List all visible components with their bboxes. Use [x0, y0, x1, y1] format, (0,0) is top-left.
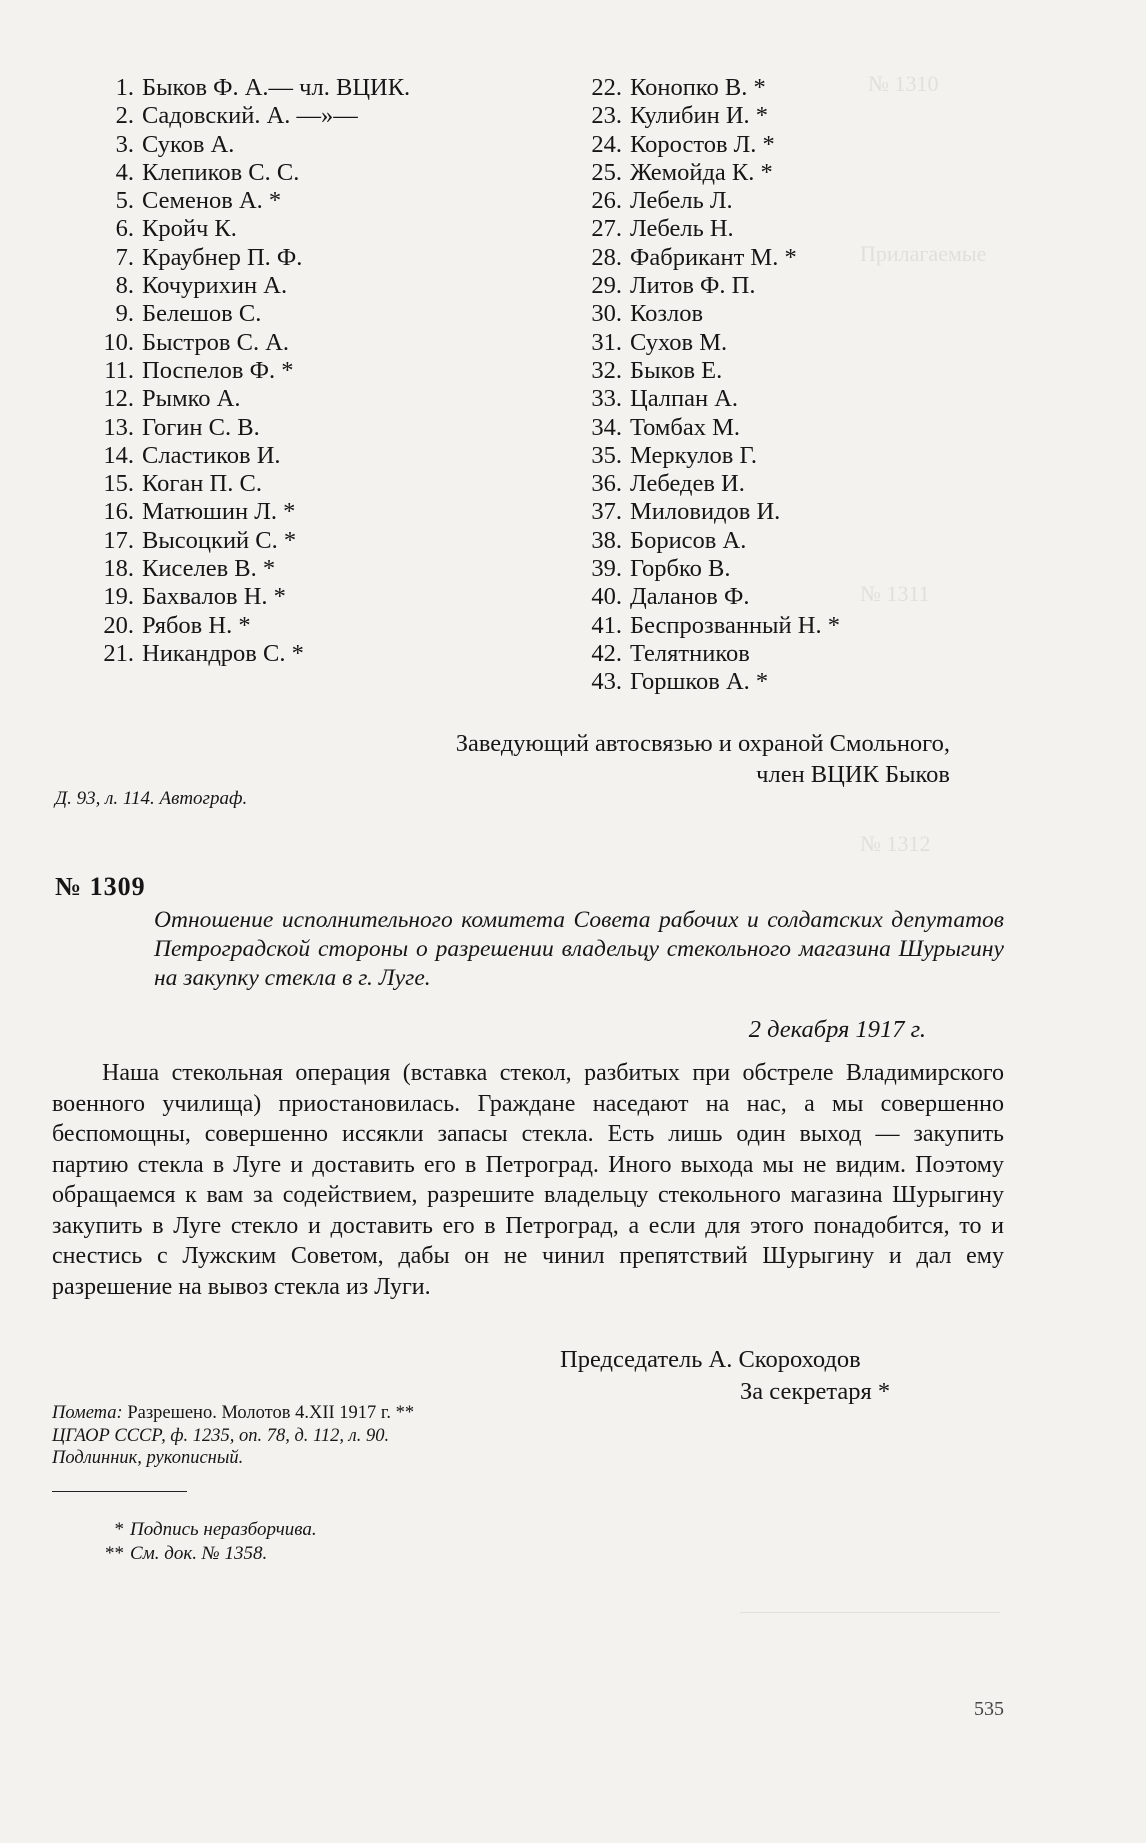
roster-item-number: 36. — [591, 470, 622, 498]
roster-item-name: Фабрикант М. * — [630, 243, 797, 271]
roster-item-number: 11. — [104, 356, 134, 384]
roster-item-number: 7. — [115, 243, 134, 271]
roster-item-name: Горбко В. — [630, 555, 731, 583]
roster-item — [578, 555, 840, 583]
roster-item — [578, 668, 840, 696]
roster-item-name: Матюшин Л. * — [142, 498, 296, 526]
roster-item-name: Цалпан А. — [630, 385, 739, 413]
roster-item-name: Никандров С. * — [142, 639, 304, 667]
roster-item-name: Козлов — [630, 300, 704, 328]
roster-item — [578, 414, 840, 442]
roster-item-number: 24. — [591, 130, 622, 158]
roster-item-number: 35. — [591, 441, 622, 469]
roster-item-name: Суков А. — [142, 130, 235, 158]
roster-item-number: 3. — [115, 130, 134, 158]
roster-item-number: 28. — [591, 243, 622, 271]
roster-item-name: Сластиков И. — [142, 441, 281, 469]
roster-item-name: Рябов Н. * — [142, 611, 251, 639]
roster-item — [90, 583, 410, 611]
roster-item — [90, 131, 410, 159]
roster-item-name: Садовский. А. —»— — [142, 102, 358, 130]
footnote-text: Подпись неразборчива. — [130, 1519, 317, 1540]
bleed-through-rule — [740, 1612, 1000, 1613]
roster-left-column — [90, 74, 410, 668]
roster-item-number: 5. — [115, 187, 134, 215]
roster-item-number: 30. — [591, 300, 622, 328]
roster-item-number: 19. — [103, 583, 134, 611]
roster-item-number: 2. — [115, 102, 134, 130]
roster-item-number: 20. — [103, 611, 134, 639]
footnotes — [92, 1518, 317, 1566]
roster-item-number: 15. — [103, 470, 134, 498]
roster-signature-name: член ВЦИК Быков — [756, 761, 950, 788]
roster-item — [578, 640, 840, 668]
roster-item-number: 42. — [591, 639, 622, 667]
roster-item — [90, 555, 410, 583]
roster-item — [578, 74, 840, 102]
roster-item — [578, 159, 840, 187]
roster-item — [90, 612, 410, 640]
chairman-signature: Председатель А. Скороходов — [560, 1346, 861, 1373]
roster-item-number: 18. — [103, 555, 134, 583]
roster-item — [578, 187, 840, 215]
roster-item-name: Поспелов Ф. * — [142, 356, 294, 384]
roster-signature-title: Заведующий автосвязью и охраной Смольного, — [455, 730, 950, 757]
original-note: Подлинник, рукописный. — [52, 1448, 244, 1468]
roster-item-number: 25. — [591, 158, 622, 186]
roster-item-name: Даланов Ф. — [630, 583, 750, 611]
roster-item-name: Коростов Л. * — [630, 130, 775, 158]
roster-item-number: 37. — [591, 498, 622, 526]
roster-item — [90, 640, 410, 668]
roster-item-number: 9. — [115, 300, 134, 328]
roster-item-name: Миловидов И. — [630, 498, 781, 526]
roster-item — [578, 583, 840, 611]
roster-item-number: 16. — [103, 498, 134, 526]
roster-item — [578, 102, 840, 130]
roster-item-name: Рымко А. — [142, 385, 241, 413]
roster-item-name: Бахвалов Н. * — [142, 583, 286, 611]
roster-item-name: Быков Ф. А.— чл. ВЦИК. — [142, 74, 411, 101]
page-number: 535 — [974, 1698, 1004, 1720]
roster-item-name: Быков Е. — [630, 356, 723, 384]
roster-item — [578, 329, 840, 357]
bleed-through-text: № 1312 — [860, 831, 931, 856]
roster-item — [578, 300, 840, 328]
roster-right-column — [578, 74, 840, 697]
roster-item — [578, 612, 840, 640]
footnote — [92, 1518, 317, 1542]
roster-item — [90, 244, 410, 272]
roster-item — [90, 74, 410, 102]
roster-item-name: Лебель Л. — [630, 187, 733, 215]
roster-item — [90, 300, 410, 328]
roster-item-number: 29. — [591, 272, 622, 300]
roster-item-number: 38. — [591, 526, 622, 554]
roster-item-number: 10. — [103, 328, 134, 356]
roster-item-number: 40. — [591, 583, 622, 611]
roster-item — [578, 385, 840, 413]
footnote-mark: * — [114, 1519, 124, 1540]
mark-text: Разрешено. Молотов 4.XII 1917 г. ** — [127, 1403, 415, 1423]
roster-item-name: Клепиков С. С. — [142, 158, 300, 186]
roster-item — [90, 187, 410, 215]
roster-item-name: Горшков А. * — [630, 668, 769, 696]
document-heading: Отношение исполнительного комитета Совета рабочих и солдатских депутатов Петроградской стороны о разрешении владельцу стекольного магазина Шурыгину на закупку стекла в г. Луге. — [154, 907, 1004, 991]
roster-item-number: 4. — [115, 158, 134, 186]
roster-item — [578, 527, 840, 555]
roster-item-number: 8. — [115, 272, 134, 300]
roster-item — [578, 498, 840, 526]
roster-item-number: 26. — [591, 187, 622, 215]
roster-source-note: Д. 93, л. 114. Автограф. — [55, 788, 248, 809]
roster-item-name: Кулибин И. * — [630, 102, 769, 130]
roster-item — [90, 215, 410, 243]
roster-item — [90, 527, 410, 555]
document-date: 2 декабря 1917 г. — [748, 1016, 926, 1043]
bleed-through-text: № 1310 — [868, 71, 939, 96]
roster-item-name: Лебедев И. — [630, 470, 745, 498]
roster-item-name: Быстров С. А. — [142, 328, 290, 356]
roster-item-name: Кройч К. — [142, 215, 237, 243]
roster-item-number: 1. — [115, 74, 134, 101]
roster-item-name: Семенов А. * — [142, 187, 282, 215]
roster-item — [90, 329, 410, 357]
footnote-divider — [52, 1491, 187, 1492]
bleed-through-text: № 1311 — [860, 581, 930, 606]
roster-item — [578, 244, 840, 272]
roster-item-name: Телятников — [630, 639, 750, 667]
roster-item-number: 34. — [591, 413, 622, 441]
roster-item-name: Литов Ф. П. — [630, 272, 756, 300]
roster-item-name: Конопко В. * — [630, 74, 766, 101]
roster-item-name: Томбах М. — [630, 413, 741, 441]
roster-item-name: Меркулов Г. — [630, 441, 758, 469]
roster-item-name: Беспрозванный Н. * — [630, 611, 840, 639]
roster-item-number: 33. — [591, 385, 622, 413]
roster-item-name: Коган П. С. — [142, 470, 262, 498]
document-number: № 1309 — [55, 872, 146, 901]
roster-item — [90, 385, 410, 413]
mark-label: Помета: — [52, 1403, 123, 1423]
roster-item — [90, 357, 410, 385]
roster-item-name: Борисов А. — [630, 526, 747, 554]
roster-item — [578, 442, 840, 470]
roster-item-number: 12. — [103, 385, 134, 413]
roster-item — [90, 470, 410, 498]
archive-notes — [52, 1402, 414, 1470]
footnote — [92, 1542, 317, 1566]
roster-item-number: 31. — [591, 328, 622, 356]
roster-item-number: 14. — [103, 441, 134, 469]
roster-item-name: Лебель Н. — [630, 215, 734, 243]
roster-item-name: Гогин С. В. — [142, 413, 260, 441]
roster-item — [90, 102, 410, 130]
roster-item-name: Сухов М. — [630, 328, 728, 356]
roster-item — [578, 215, 840, 243]
roster-item-number: 23. — [591, 102, 622, 130]
roster-item-name: Краубнер П. Ф. — [142, 243, 303, 271]
roster-item-number: 6. — [115, 215, 134, 243]
roster-item-number: 13. — [103, 413, 134, 441]
roster-item-name: Киселев В. * — [142, 555, 276, 583]
roster-item-number: 17. — [103, 526, 134, 554]
roster-item — [578, 131, 840, 159]
mark-line — [52, 1402, 414, 1425]
document-body: Наша стекольная операция (вставка стекол, разбитых при обстреле Владимирского военного училища) приостановилась. Граждане наседают на нас, а мы совершенно беспомощны, совершенно иссякли запасы стекла. Есть лишь один выход — закупить партию стекла в Луге и доставить его в Петроград. Иного выхода мы не видим. Поэтому обращаемся к вам за содействием, разрешите владельцу стекольного магазина Шурыгину закупить в Луге стекло и доставить его в Петроград, а если для этого понадобится, то и снестись с Лужским Советом, дабы он не чинил препятствий Шурыгину и дал ему разрешение на вывоз стекла из Луги. — [52, 1060, 1004, 1300]
roster-item-number: 21. — [103, 639, 134, 667]
roster-item-name: Жемойда К. * — [630, 158, 773, 186]
footnote-text: См. док. № 1358. — [130, 1543, 268, 1564]
roster-item-number: 22. — [591, 74, 622, 101]
roster-item-name: Кочурихин А. — [142, 272, 288, 300]
roster-item-name: Высоцкий С. * — [142, 526, 297, 554]
roster-item — [578, 357, 840, 385]
roster-item — [90, 414, 410, 442]
roster-item — [90, 272, 410, 300]
bleed-through-text: Прилагаемые — [860, 241, 987, 266]
roster-item — [578, 272, 840, 300]
roster-item-number: 27. — [591, 215, 622, 243]
secretary-signature: За секретаря * — [740, 1378, 891, 1405]
roster-item — [90, 498, 410, 526]
roster-item — [90, 159, 410, 187]
roster-item — [578, 470, 840, 498]
roster-item — [90, 442, 410, 470]
roster-item-number: 32. — [591, 356, 622, 384]
roster-item-number: 43. — [591, 668, 622, 696]
roster-item-number: 39. — [591, 555, 622, 583]
roster-item-name: Белешов С. — [142, 300, 262, 328]
archive-reference: ЦГАОР СССР, ф. 1235, оп. 78, д. 112, л. 90. — [52, 1425, 390, 1446]
footnote-mark: ** — [105, 1543, 124, 1564]
roster-item-number: 41. — [591, 611, 622, 639]
